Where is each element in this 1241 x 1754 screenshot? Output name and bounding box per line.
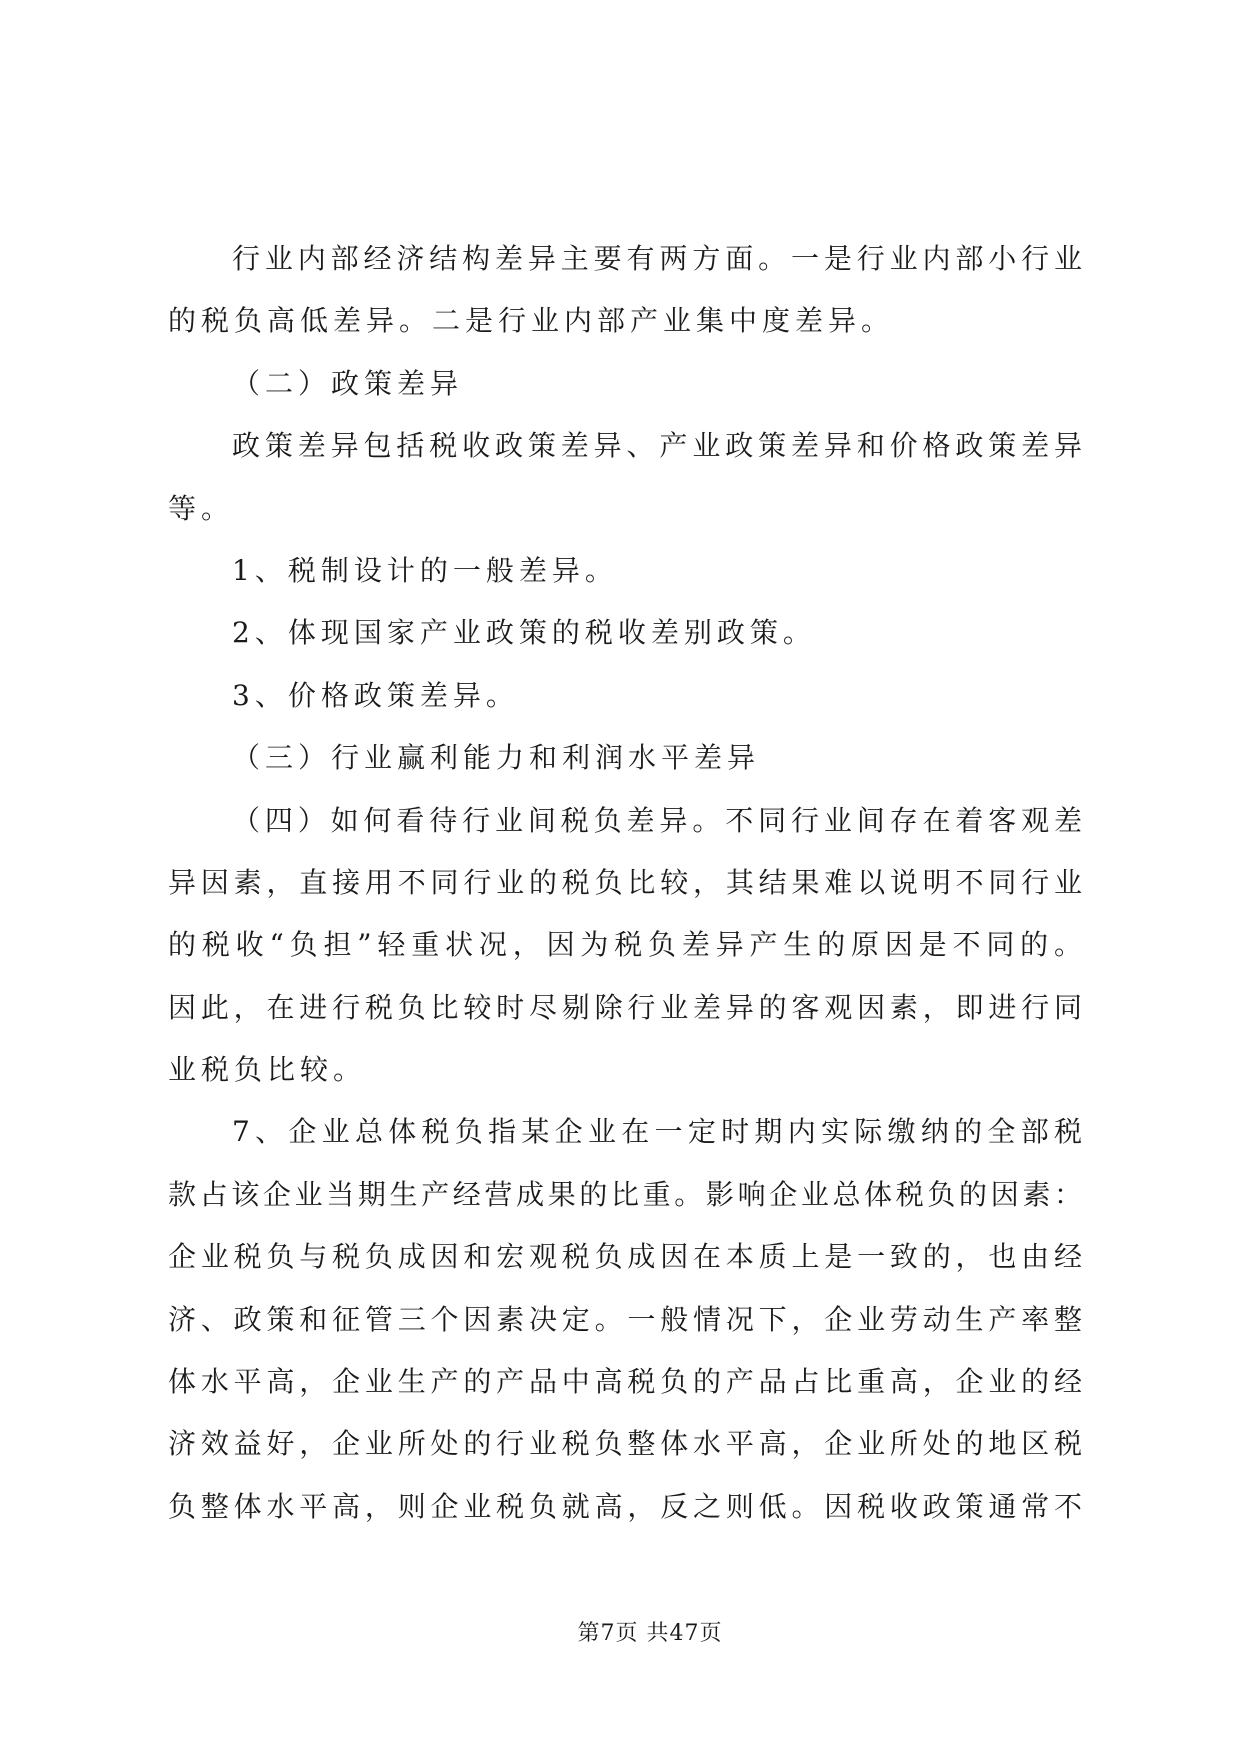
text-line: 款占该企业当期生产经营成果的比重。影响企业总体税负的因素： [168,1177,1084,1211]
list-item: 2、体现国家产业政策的税收差别政策。 [232,616,816,650]
list-item: 3、价格政策差异。 [232,678,519,712]
text-line: 业税负比较。 [168,1053,367,1087]
text-line: 体水平高，企业生产的产品中高税负的产品占比重高，企业的经 [168,1365,1084,1399]
text-line: 7、企业总体税负指某企业在一定时期内实际缴纳的全部税 [232,1115,1084,1149]
document-body [168,228,1084,1538]
text-line: 企业税负与税负成因和宏观税负成因在本质上是一致的，也由经 [168,1240,1084,1274]
text-line: 济、政策和征管三个因素决定。一般情况下，企业劳动生产率整 [168,1302,1084,1336]
list-item: 1、税制设计的一般差异。 [232,553,618,587]
text-line: 政策差异包括税收政策差异、产业政策差异和价格政策差异 [232,429,1084,463]
text-line: （四）如何看待行业间税负差异。不同行业间存在着客观差 [232,803,1084,837]
text-line: 的税收“负担”轻重状况，因为税负差异产生的原因是不同的。 [168,928,1084,962]
text-line: 的税负高低差异。二是行业内部产业集中度差异。 [168,304,895,338]
page-footer: 第7页 共47页 [577,1621,723,1646]
text-line: 异因素，直接用不同行业的税负比较，其结果难以说明不同行业 [168,865,1084,899]
text-line: 济效益好，企业所处的行业税负整体水平高，企业所处的地区税 [168,1427,1084,1461]
section-heading: （二）政策差异 [232,366,464,400]
text-line: 负整体水平高，则企业税负就高，反之则低。因税收政策通常不 [168,1489,1084,1523]
text-line: 行业内部经济结构差异主要有两方面。一是行业内部小行业 [232,242,1084,275]
section-heading: （三）行业赢利能力和利润水平差异 [232,741,761,775]
text-line: 等。 [168,491,235,525]
text-line: 因此，在进行税负比较时尽剔除行业差异的客观因素，即进行同 [168,990,1084,1024]
